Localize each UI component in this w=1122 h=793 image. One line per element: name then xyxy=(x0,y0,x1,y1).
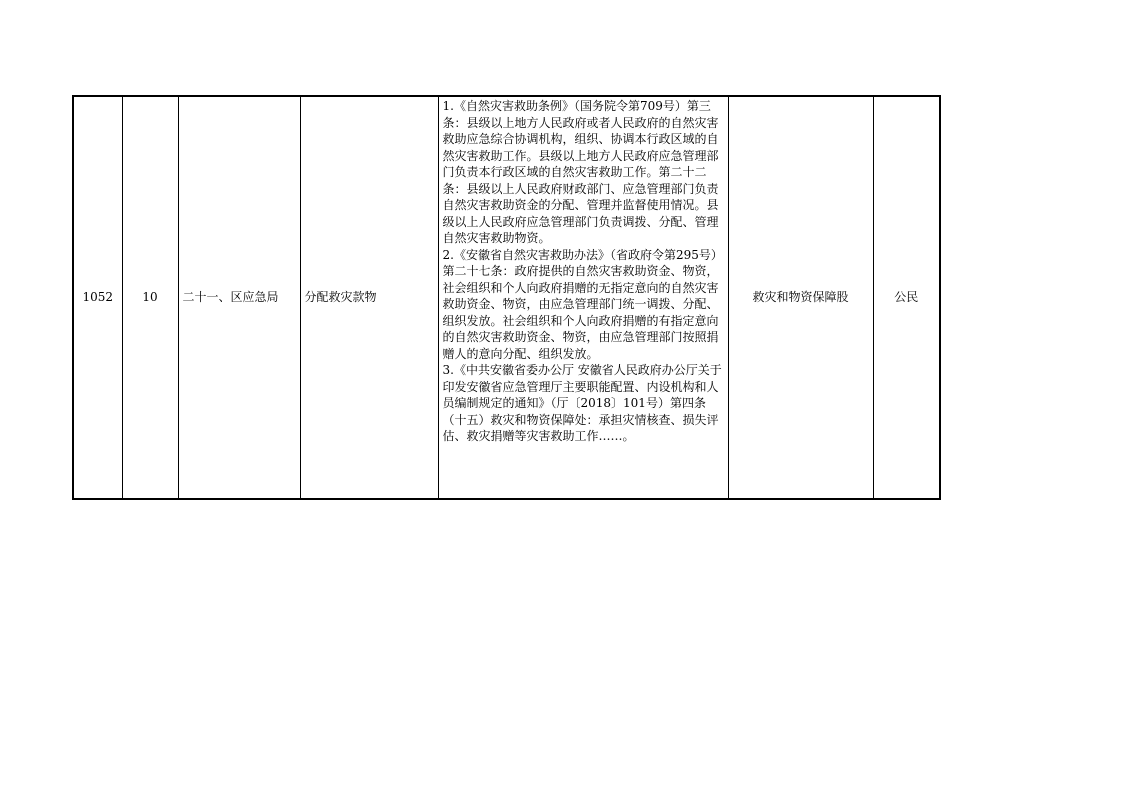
powers-table xyxy=(72,95,941,500)
responsible-unit: 救灾和物资保障股 xyxy=(752,290,849,305)
target-cell xyxy=(873,96,940,499)
item-name-cell xyxy=(300,96,438,499)
sub-no-cell xyxy=(122,96,178,499)
responsible-unit-cell xyxy=(728,96,873,499)
target: 公民 xyxy=(894,290,919,305)
seq-no: 1052 xyxy=(82,290,114,305)
seq-no-cell xyxy=(73,96,122,499)
sub-no: 10 xyxy=(142,290,158,305)
legal-basis-cell xyxy=(438,96,728,499)
legal-basis-paragraph: 3.《中共安徽省委办公厅 安徽省人民政府办公厅关于印发安徽省应急管理厅主要职能配置、内设机构和人员编制规定的通知》（厅〔2018〕101号）第四条（十五）救灾和物资保障处：承担灾情核查、损失评估、救灾捐赠等灾害救助工作……。 xyxy=(442,363,722,443)
item-name: 分配救灾款物 xyxy=(304,290,377,305)
legal-basis-paragraph: 2.《安徽省自然灾害救助办法》（省政府令第295号）第二十七条：政府提供的自然灾害救助资金、物资，社会组织和个人向政府捐赠的无指定意向的自然灾害救助资金、物资，由应急管理部门统一调拨、分配、组织发放。社会组织和个人向政府捐赠的有指定意向的自然灾害救助资金、物资，由应急管理部门按照捐赠人的意向分配、组织发放。 xyxy=(442,247,723,361)
department-cell xyxy=(178,96,300,499)
table-row xyxy=(73,96,940,499)
legal-basis-paragraph: 1.《自然灾害救助条例》（国务院令第709号）第三条：县级以上地方人民政府或者人民政府的自然灾害救助应急综合协调机构，组织、协调本行政区域的自然灾害救助工作。县级以上地方人民政府应急管理部门负责本行政区域的自然灾害救助工作。第二十二条：县级以上人民政府财政部门、应急管理部门负责自然灾害救助资金的分配、管理并监督使用情况。县级以上人民政府应急管理部门负责调拨、分配、管理自然灾害救助物资。 xyxy=(442,99,719,245)
department: 二十一、区应急局 xyxy=(182,290,279,305)
